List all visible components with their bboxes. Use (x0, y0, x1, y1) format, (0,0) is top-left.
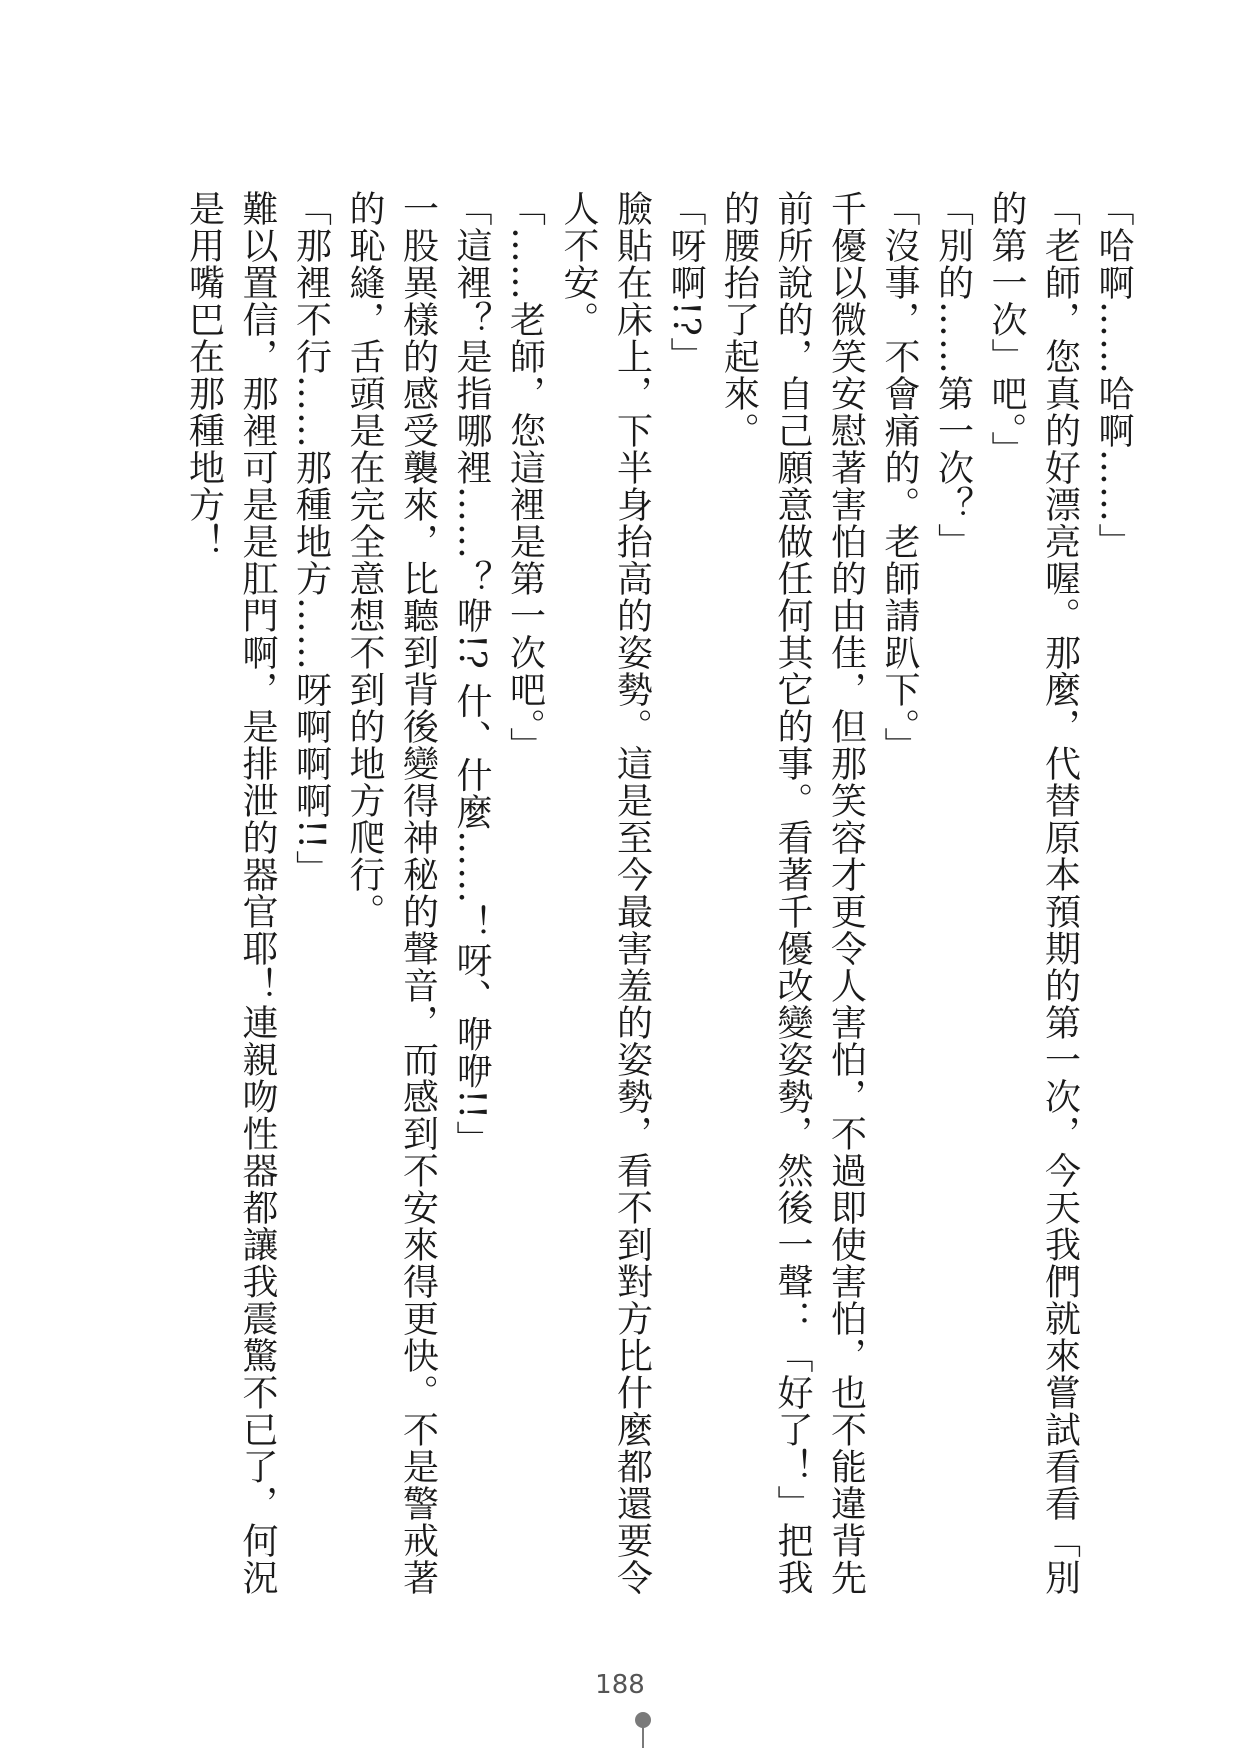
paragraph-4: 「沒事，不會痛的。老師請趴下。」 (879, 190, 920, 764)
vertical-text-body (177, 190, 1140, 1620)
paragraph-2: 「老師，您真的好漂亮喔。那麼，代替原本預期的第一次，今天我們就來嘗試看看「別的第一次」吧。」 (986, 190, 1081, 1596)
paragraph-8: 「……老師，您這裡是第一次吧。」 (504, 190, 546, 764)
paragraph-11: 「那裡不行……那種地方……呀啊啊啊!!」 (290, 190, 332, 887)
paragraph-6: 「呀啊!?」 (665, 190, 706, 374)
paragraph-9: 「這裡？是指哪裡……？咿!? 什、什麼……！呀、咿咿!!」 (451, 190, 492, 1158)
page-number: 188 (595, 1670, 645, 1700)
paragraph-5: 千優以微笑安慰著害怕的由佳，但那笑容才更令人害怕，不過即使害怕，也不能違背先前所說的，自己願意做任何其它的事。看著千優改變姿勢，然後一聲：「好了！」把我的腰抬了起來。 (718, 190, 867, 1596)
paragraph-10: 一股異樣的感受襲來，比聽到背後變得神秘的聲音，而感到不安來得更快。不是警戒著的恥縫，舌頭是在完全意想不到的地方爬行。 (344, 190, 439, 1596)
paragraph-12: 難以置信，那裡可是是肛門啊，是排泄的器官耶！連親吻性器都讓我震驚不已了，何況是用嘴巴在那種地方！ (183, 190, 278, 1596)
paragraph-3: 「別的……第一次？」 (932, 190, 974, 560)
paragraph-1: 「哈啊……哈啊……」 (1093, 190, 1134, 560)
page-marker-line (642, 1726, 644, 1748)
paragraph-7: 臉貼在床上，下半身抬高的姿勢。這是至今最害羞的姿勢，看不到對方比什麼都還要令人不安。 (558, 190, 653, 1596)
